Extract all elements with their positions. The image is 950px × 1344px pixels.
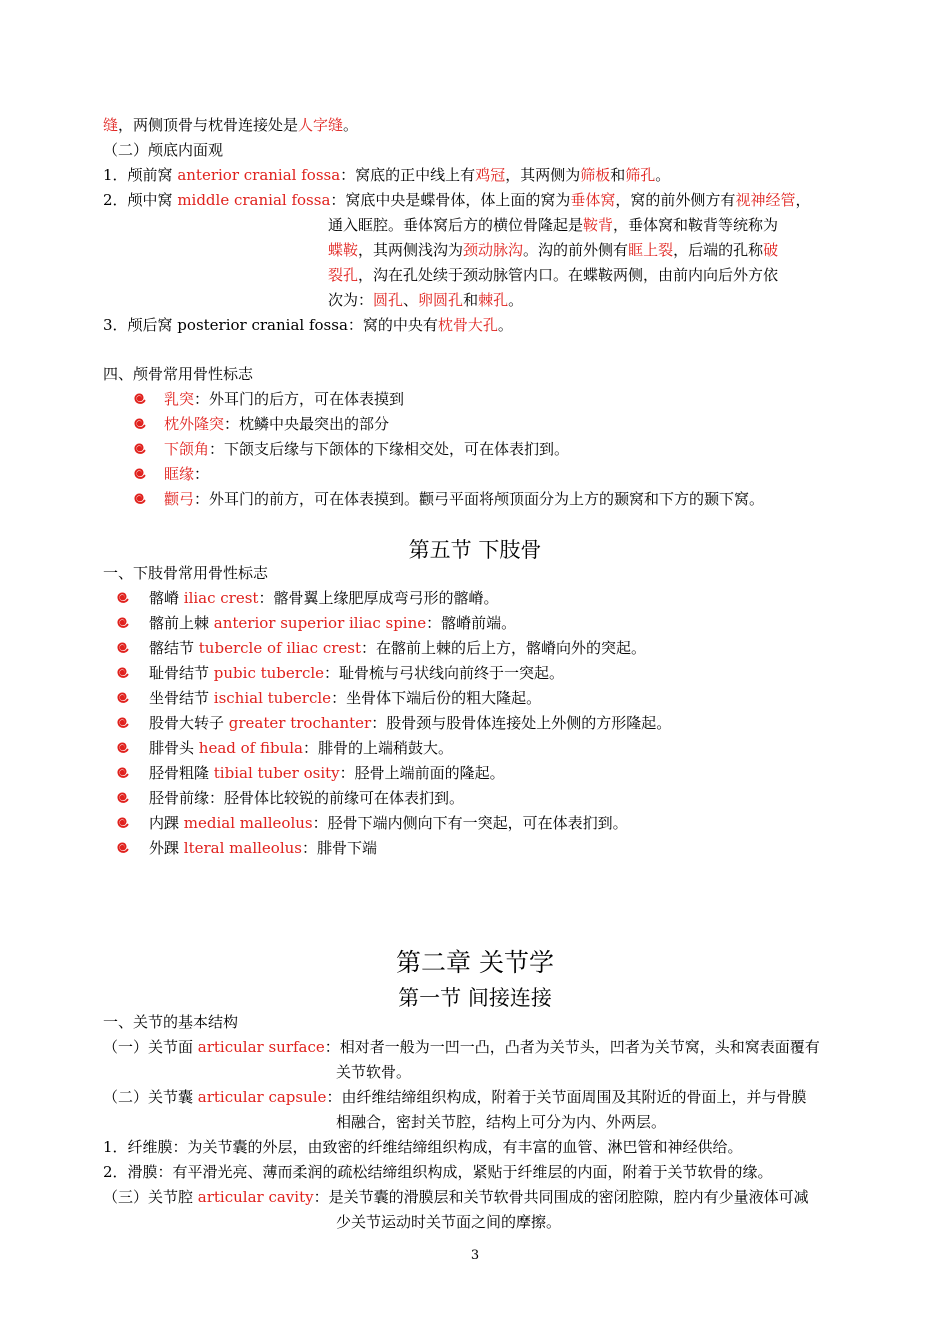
landmark-desc: ：枕鳞中央最突出的部分 — [224, 415, 390, 433]
landmark-term: 颧弓 — [164, 490, 195, 508]
page-number: 3 — [470, 1248, 480, 1263]
spiral-icon — [133, 467, 146, 480]
text-line: （二）关节囊 articular capsule：由纤维结缔组织构成，附着于关节面周围及其附近的骨面上，并与骨膜 — [103, 1088, 807, 1106]
spiral-icon — [116, 716, 129, 729]
spiral-icon — [116, 766, 129, 779]
text-line: 次为：圆孔、卵圆孔和棘孔。 — [328, 291, 524, 309]
landmark-term: 枕外隆突 — [164, 415, 225, 433]
list-item — [149, 661, 564, 686]
section-heading: 一、关节的基本结构 — [103, 1013, 239, 1031]
list-item — [149, 586, 498, 611]
text-line: 通入眶腔。垂体窝后方的横位骨隆起是鞍背，垂体窝和鞍背等统称为 — [328, 216, 779, 234]
landmark-term: 髂嵴 — [149, 589, 184, 607]
text-line: 3．颅后窝 posterior cranial fossa：窝的中央有枕骨大孔。 — [103, 316, 513, 334]
list-item — [164, 437, 569, 462]
landmark-desc: ：坐骨体下端后份的粗大隆起。 — [331, 689, 542, 707]
landmark-desc: ：髂嵴前端。 — [426, 614, 517, 632]
landmark-desc: ：在髂前上棘的后上方，髂嵴向外的突起。 — [361, 639, 647, 657]
landmark-english: ischial tubercle — [213, 689, 332, 707]
spiral-icon — [116, 591, 129, 604]
landmark-term: 坐骨结节 — [149, 689, 214, 707]
landmark-term: 髂结节 — [149, 639, 199, 657]
landmark-desc: ：股骨颈与股骨体连接处上外侧的方形隆起。 — [371, 714, 672, 732]
list-item — [164, 487, 764, 512]
landmark-english: lteral malleolus — [183, 839, 302, 857]
section-heading: 一、下肢骨常用骨性标志 — [103, 564, 269, 582]
spiral-icon — [133, 492, 146, 505]
list-item — [164, 412, 389, 437]
list-item — [149, 761, 505, 786]
text-line: （一）关节面 articular surface：相对者一般为一凹一凸，凸者为关节头，凹者为关节窝，头和窝表面覆有 — [103, 1038, 820, 1056]
landmark-desc: ： — [194, 465, 210, 483]
landmark-english: tubercle of iliac crest — [198, 639, 361, 657]
list-item — [149, 836, 377, 861]
text-line: 缝，两侧顶骨与枕骨连接处是人字缝。 — [103, 116, 359, 134]
landmark-term: 眶缘 — [164, 465, 195, 483]
landmark-english: tibial tuber osity — [213, 764, 340, 782]
landmark-desc: ：胫骨上端前面的隆起。 — [339, 764, 505, 782]
spiral-icon — [133, 417, 146, 430]
spiral-icon — [116, 841, 129, 854]
landmark-term: 外踝 — [149, 839, 184, 857]
landmark-desc: ：外耳门的前方，可在体表摸到。颧弓平面将颅顶面分为上方的颞窝和下方的颞下窝。 — [194, 490, 765, 508]
landmark-english: iliac crest — [183, 589, 259, 607]
landmark-english: pubic tubercle — [213, 664, 325, 682]
text-line: 1．纤维膜：为关节囊的外层，由致密的纤维结缔组织构成，有丰富的血管、淋巴管和神经供给。 — [103, 1138, 743, 1156]
text-line: 蝶鞍，其两侧浅沟为颈动脉沟。沟的前外侧有眶上裂，后端的孔称破 — [328, 241, 779, 259]
landmark-term: 胫骨粗隆 — [149, 764, 214, 782]
landmark-english: greater trochanter — [228, 714, 372, 732]
text-line: 裂孔，沟在孔处续于颈动脉管内口。在蝶鞍两侧，由前内向后外方依 — [328, 266, 779, 284]
landmark-desc: ：耻骨梳与弓状线向前终于一突起。 — [324, 664, 565, 682]
landmark-term: 内踝 — [149, 814, 184, 832]
text-line: （三）关节腔 articular cavity：是关节囊的滑膜层和关节软骨共同围成的密闭腔隙，腔内有少量液体可减 — [103, 1188, 809, 1206]
subheading: （二）颅底内面观 — [103, 141, 224, 159]
spiral-icon — [133, 392, 146, 405]
text-line: 相融合，密封关节腔，结构上可分为内、外两层。 — [336, 1113, 667, 1131]
landmark-desc: ：外耳门的后方，可在体表摸到 — [194, 390, 405, 408]
list-item — [149, 636, 646, 661]
landmark-desc: ：腓骨下端 — [302, 839, 378, 857]
text-line: 1．颅前窝 anterior cranial fossa：窝底的正中线上有鸡冠，其两侧为筛板和筛孔。 — [103, 166, 671, 184]
spiral-icon — [116, 691, 129, 704]
spiral-icon — [116, 616, 129, 629]
list-item — [149, 711, 671, 736]
landmark-term: 乳突 — [164, 390, 195, 408]
chapter-title: 第二章 关节学 — [396, 948, 554, 977]
landmark-desc: ：胫骨下端内侧向下有一突起，可在体表扪到。 — [312, 814, 628, 832]
spiral-icon — [116, 666, 129, 679]
landmark-term: 腓骨头 — [149, 739, 199, 757]
spiral-icon — [116, 741, 129, 754]
landmark-desc: ：髂骨翼上缘肥厚成弯弓形的髂嵴。 — [258, 589, 499, 607]
list-item — [149, 686, 541, 711]
landmark-desc: ：下颌支后缘与下颌体的下缘相交处，可在体表扪到。 — [209, 440, 570, 458]
spiral-icon — [116, 791, 129, 804]
list-item — [164, 387, 404, 412]
text-line: 少关节运动时关节面之间的摩擦。 — [336, 1213, 562, 1231]
section-title: 第一节 间接连接 — [398, 986, 552, 1010]
landmark-desc: ：腓骨的上端稍鼓大。 — [303, 739, 454, 757]
landmark-term: 髂前上棘 — [149, 614, 214, 632]
section-heading: 四、颅骨常用骨性标志 — [103, 365, 254, 383]
spiral-icon — [133, 442, 146, 455]
list-item — [149, 611, 516, 636]
list-item — [164, 462, 209, 487]
text-line: 2．滑膜：有平滑光亮、薄而柔润的疏松结缔组织构成，紧贴于纤维层的内面，附着于关节软骨的缘。 — [103, 1163, 773, 1181]
landmark-term: 胫骨前缘：胫骨体比较锐的前缘可在体表扪到。 — [149, 789, 465, 807]
text-line: 关节软骨。 — [336, 1063, 412, 1081]
spiral-icon — [116, 641, 129, 654]
landmark-english: medial malleolus — [183, 814, 313, 832]
text-line: 2．颅中窝 middle cranial fossa：窝底中央是蝶骨体，体上面的窝为垂体窝，窝的前外侧方有视神经管， — [103, 191, 811, 209]
landmark-english: head of fibula — [198, 739, 303, 757]
spiral-icon — [116, 816, 129, 829]
landmark-english: anterior superior iliac spine — [213, 614, 427, 632]
landmark-term: 耻骨结节 — [149, 664, 214, 682]
list-item — [149, 736, 453, 761]
list-item — [149, 786, 464, 811]
landmark-term: 下颌角 — [164, 440, 210, 458]
landmark-term: 股骨大转子 — [149, 714, 229, 732]
section-title: 第五节 下肢骨 — [408, 538, 542, 562]
list-item — [149, 811, 628, 836]
